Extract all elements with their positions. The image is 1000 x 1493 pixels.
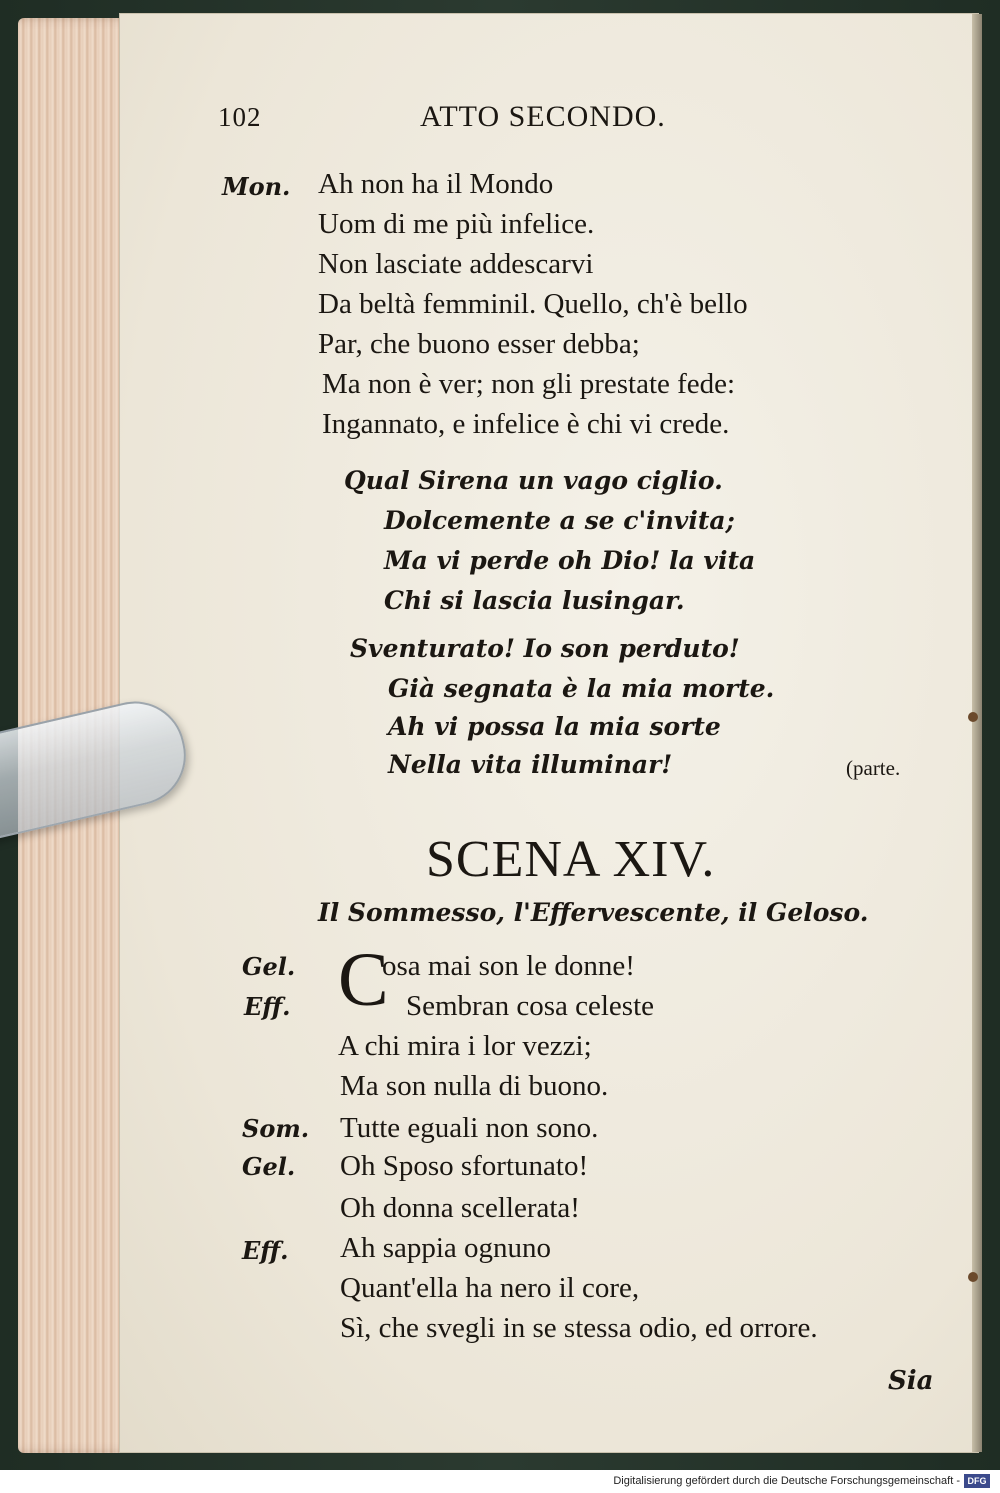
footer-bar: [0, 1470, 1000, 1493]
aria-line: Nella vita illuminar!: [388, 750, 673, 779]
dialogue-line: osa mai son le donne!: [382, 950, 635, 982]
dialogue-line: Tutte eguali non sono.: [340, 1112, 599, 1144]
verse-line: Non lasciate addescarvi: [318, 248, 594, 280]
verse-line: Ah non ha il Mondo: [318, 168, 554, 200]
aria-line: Qual Sirena un vago ciglio.: [344, 466, 723, 495]
speaker-label: Som.: [242, 1114, 310, 1143]
dialogue-line: Sì, che svegli in se stessa odio, ed orrore.: [340, 1312, 818, 1344]
aria-line: Dolcemente a se c'invita;: [384, 506, 735, 535]
binding-dot: [968, 1272, 978, 1282]
running-title: ATTO SECONDO.: [420, 100, 666, 133]
page-right-edge: [972, 14, 982, 1452]
dialogue-line: Oh donna scellerata!: [340, 1192, 580, 1224]
verse-line: Uom di me più infelice.: [318, 208, 595, 240]
verse-line: Da beltà femminil. Quello, ch'è bello: [318, 288, 748, 320]
scene-title: SCENA XIV.: [426, 831, 716, 888]
page-number: 102: [218, 102, 262, 132]
aria-line: Ah vi possa la mia sorte: [388, 712, 721, 741]
speaker-label: Mon.: [222, 172, 291, 201]
speaker-label: Gel.: [242, 1152, 296, 1181]
dialogue-line: Quant'ella ha nero il core,: [340, 1272, 640, 1304]
scene-characters: Il Sommesso, l'Effervescente, il Geloso.: [318, 898, 869, 927]
dialogue-line: A chi mira i lor vezzi;: [338, 1030, 592, 1062]
speaker-label: Gel.: [242, 952, 296, 981]
aria-line: Ma vi perde oh Dio! la vita: [384, 546, 756, 575]
aria-line: Chi si lascia lusingar.: [384, 586, 685, 615]
dialogue-line: Oh Sposo sfortunato!: [340, 1150, 589, 1182]
speaker-label: Eff.: [242, 1236, 289, 1265]
binding-dot: [968, 712, 978, 722]
dialogue-line: Ma son nulla di buono.: [340, 1070, 609, 1102]
footer-credit: Digitalisierung gefördert durch die Deutsche Forschungsgemeinschaft -: [613, 1475, 960, 1487]
aria-line: Già segnata è la mia morte.: [388, 674, 775, 703]
aria-line: Sventurato! Io son perduto!: [350, 634, 740, 663]
dialogue-line: Ah sappia ognuno: [340, 1232, 552, 1264]
verse-line: Par, che buono esser debba;: [318, 328, 640, 360]
stage-direction: (parte.: [846, 756, 901, 780]
verse-line: Ma non è ver; non gli prestate fede:: [322, 368, 736, 400]
dialogue-line: Sembran cosa celeste: [406, 990, 655, 1022]
speaker-label: Eff.: [244, 992, 291, 1021]
drop-cap: C: [338, 938, 389, 1022]
dfg-logo: DFG: [964, 1474, 990, 1488]
catchword: Sia: [888, 1366, 934, 1396]
verse-line: Ingannato, e infelice è chi vi crede.: [322, 408, 730, 440]
